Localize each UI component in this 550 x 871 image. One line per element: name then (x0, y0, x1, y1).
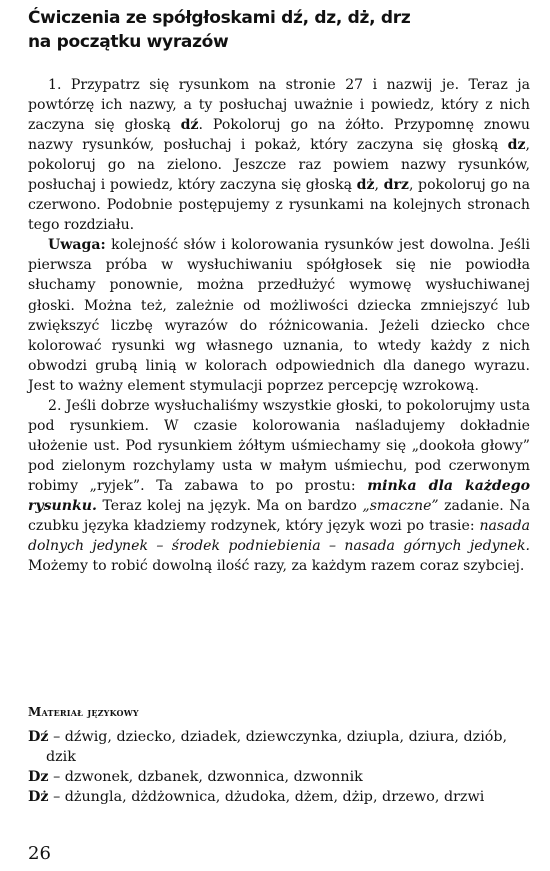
sound-dz: dz (507, 137, 526, 154)
page-number: 26 (28, 843, 51, 864)
text-run: 2. Jeśli dobrze wysłuchaliśmy wszystkie głoski, to pokolorujmy usta pod rysunkiem. W czasie kolorowania naśladujemy dokładnie ułożenie ust. Pod rysunkiem żółtym uśmiechamy się „dookoła głowy” pod zielonym rozchylamy usta w małym uśmiechu, pod czerwonym robimy „ryjek”. Ta zabawa to po prostu: (28, 397, 530, 494)
row-words-continued: dzik (46, 749, 76, 765)
page-content (28, 6, 530, 576)
text-run: Teraz kolej na język. Ma on bardzo (96, 497, 363, 514)
text-run: 1. Przypatrz się rysunkom na stronie 27 i nazwij je. Teraz ja powtórzę ich nazwy, a ty posłuchaj uważnie i powiedz, który z nich zaczyna się głoską (28, 77, 530, 134)
emphasis-phrase: minka dla każdego rysunku. (28, 477, 530, 514)
title-line-1: Ćwiczenia ze spółgłoskami dź, dz, dż, drz (28, 8, 411, 28)
paragraph-exercise-1 (28, 75, 530, 235)
material-heading: Materiał językowy (28, 705, 139, 719)
row-words: – dzwonek, dzbanek, dzwonnica, dzwonnik (48, 769, 363, 785)
italic-route: nasada dolnych jedynek – środek podniebienia – nasada górnych jedynek. (28, 518, 530, 555)
text-run: Możemy to robić dowolną ilość razy, za każdym razem coraz szybciej. (28, 558, 525, 575)
row-words: – dźwig, dziecko, dziadek, dziewczynka, dziupla, dziura, dziób, (48, 729, 508, 745)
text-run: , (374, 177, 384, 194)
sound-dz-soft: dź (180, 117, 199, 134)
material-row-dz-soft (28, 727, 530, 767)
language-material (28, 705, 530, 807)
title-line-2: na początku wyrazów (28, 32, 229, 52)
paragraph-note (28, 235, 530, 395)
sound-dz-hard: dż (356, 177, 375, 194)
material-row-dz (28, 767, 530, 787)
sound-drz: drz (383, 177, 409, 194)
paragraph-exercise-2 (28, 396, 530, 576)
text-run: kolejność słów i kolorowania rysunków jest dowolna. Jeśli pierwsza próba w wysłuchiwaniu spółgłosek się nie powiodła słuchamy ponownie, można przedłużyć wymowę wysłuchiwanej głoski. Można też, zależnie od możliwości dziecka zmniejszyć lub zwiększyć liczbę wyrazów do różnicowania. Jeżeli dziecko chce kolorować rysunki wg własnego uznania, to wtedy każdy z nich obwodzi grubą linią w kolorach odpowiednich dla danego wyrazu. Jest to ważny element stymulacji poprzez percepcję wzrokową. (28, 237, 530, 394)
text-run: zadanie. Na czubku języka kładziemy rodzynek, który język wozi po trasie: (28, 497, 530, 535)
text-run: . Pokoloruj go na żółto. Przypomnę znowu nazwy rysunków, posłuchaj i pokaż, który zaczyna się głoską (28, 117, 530, 154)
italic-word: „smaczne” (362, 497, 439, 514)
text-run: , pokoloruj go na czerwono. Podobnie postępujemy z rysunkami na kolejnych stronach tego rozdziału. (28, 177, 530, 234)
text-run: , pokoloruj go na zielono. Jeszcze raz powiem nazwy rysunków, posłuchaj i powiedz, który zaczyna się głoską (28, 137, 530, 194)
page-title (28, 6, 530, 54)
row-label: Dź (28, 729, 49, 745)
row-label: Dz (28, 769, 49, 785)
body-text (28, 75, 530, 576)
material-row-dz-hard (28, 787, 530, 807)
row-words: – dżungla, dżdżownica, dżudoka, dżem, dżip, drzewo, drzwi (48, 789, 485, 805)
row-label: Dż (28, 789, 49, 805)
note-label: Uwaga: (48, 237, 106, 254)
